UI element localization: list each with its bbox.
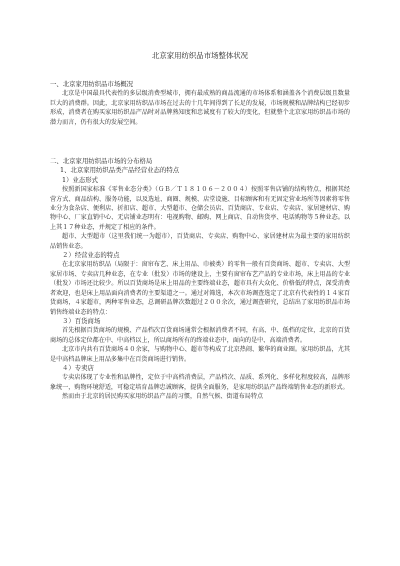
sub4-paragraph-2: 然而由于北京的居民购买家用纺织品产品的习惯，自然气候、街道布局特点 (62, 393, 264, 401)
section-1 (50, 80, 350, 127)
sub2-heading: ２）经营业态的特点 (62, 251, 120, 260)
sub3-paragraph-1: 首先根据百货商场的规模、产品档次百货商场通常会根据消费者不同，有高、中、低档的定位，北京的百货商场的总体定位都在中、中高档以上，所以商场所有的终端业态中，面向的是中、高端消费者。 (50, 327, 350, 344)
sub2-paragraph: 在北京家用纺织品（局限于：窗帘布艺、床上用品、巾被类）的零售一般有百货商场、超市、专卖店、大型家居市场、专卖店几种业态，在专业（批发）市场的建设上，主要有窗帘布艺产品的专业市场，床上用品的专业（批发）市场还比较少。所以百货商场是床上用品的主要终端业态，超市具有大众化、价格低的特点，深受消费者欢迎，也是床上用品面向消费者的主要渠道之一。通过对筛选，本次市场调查选定了北京有代表性的１４家百货商场，４家超市，两种零售业态，总调研品牌次数超过２００余次，通过调查研究，总结出了家用纺织品市场销售终端业态的特点： (50, 261, 350, 316)
section-2 (50, 157, 350, 402)
section1-heading: 一、北京家用纺织品市场概况 (50, 80, 134, 88)
section2-heading: 二、北京家用纺织品市场的分布格局 (50, 157, 153, 165)
section1-paragraph: 北京是中国最具代表性的多层级消费型城市，拥有最成熟的商品流通的市场体系和涵盖各个消费层级且数量巨大的消费群。因此，北京家用纺织品市场在过去的十几年间得到了长足的发展，市场规模和品牌结构已经初步形成，消费者在购买家用纺织品产品时对品牌熟知度和忠诚度有了较大的变化，但就整个北京家用纺织品市场的潜力而言，仍有很大的发展空间。 (50, 90, 350, 126)
document-title: 北京家用纺织品市场整体状况 (151, 51, 249, 60)
sub1a-paragraph-1: 按照新国家标准《零售业态分类》（ＧＢ／Ｔ１８１０６－２００４）按照零售店铺的结构特点，根据其经营方式、商品结构、服务功能，以及选址、商圈、规模、店堂设施、目标顾客和有无固定营业场所等因素将零售业分为食杂店、便利店、折扣店、超市、大型超市、仓储会员店、百货商店、专业店、专卖店、家居建材店、购物中心、厂家直销中心、无店铺业态明有：电视购物、邮购、网上商店、自动售货亭、电话购物等５种业态。以上其１７种业态，并规定了相应的条件。 (50, 186, 350, 231)
sub1a-paragraph-2: 超市、大型超市（这里我们统一为超市），百货商店、专卖店、购物中心、家居建材店为最主要的家用纺织品销售业态。 (50, 233, 350, 250)
sub1-heading: 1、北京家用纺织品类产品经营业态的特点 (60, 166, 180, 175)
sub4-paragraph-1: 专卖店体现了专业性和品牌性，定位于中高档消费层，产品档次、品质、系列化、多样化程度较高，品牌形象统一，购物环境舒适，可稳定培育品牌忠诚顾客，提供全面服务，是家用纺织品产品终端销售业态的新形式。 (50, 374, 350, 391)
sub1a-heading: 1）业态形式 (62, 175, 99, 184)
sub3-paragraph-2: 北京市内共有百货商场４０余家，与购物中心、超市等构成了北京热闹、繁华的商业圈。家用纺织品，尤其是中高档品牌床上用品多集中在百货商场进行销售。 (50, 346, 350, 363)
sub3-heading: ３）百货商场 (62, 316, 101, 325)
sub4-heading: ４）专卖店 (62, 363, 94, 372)
